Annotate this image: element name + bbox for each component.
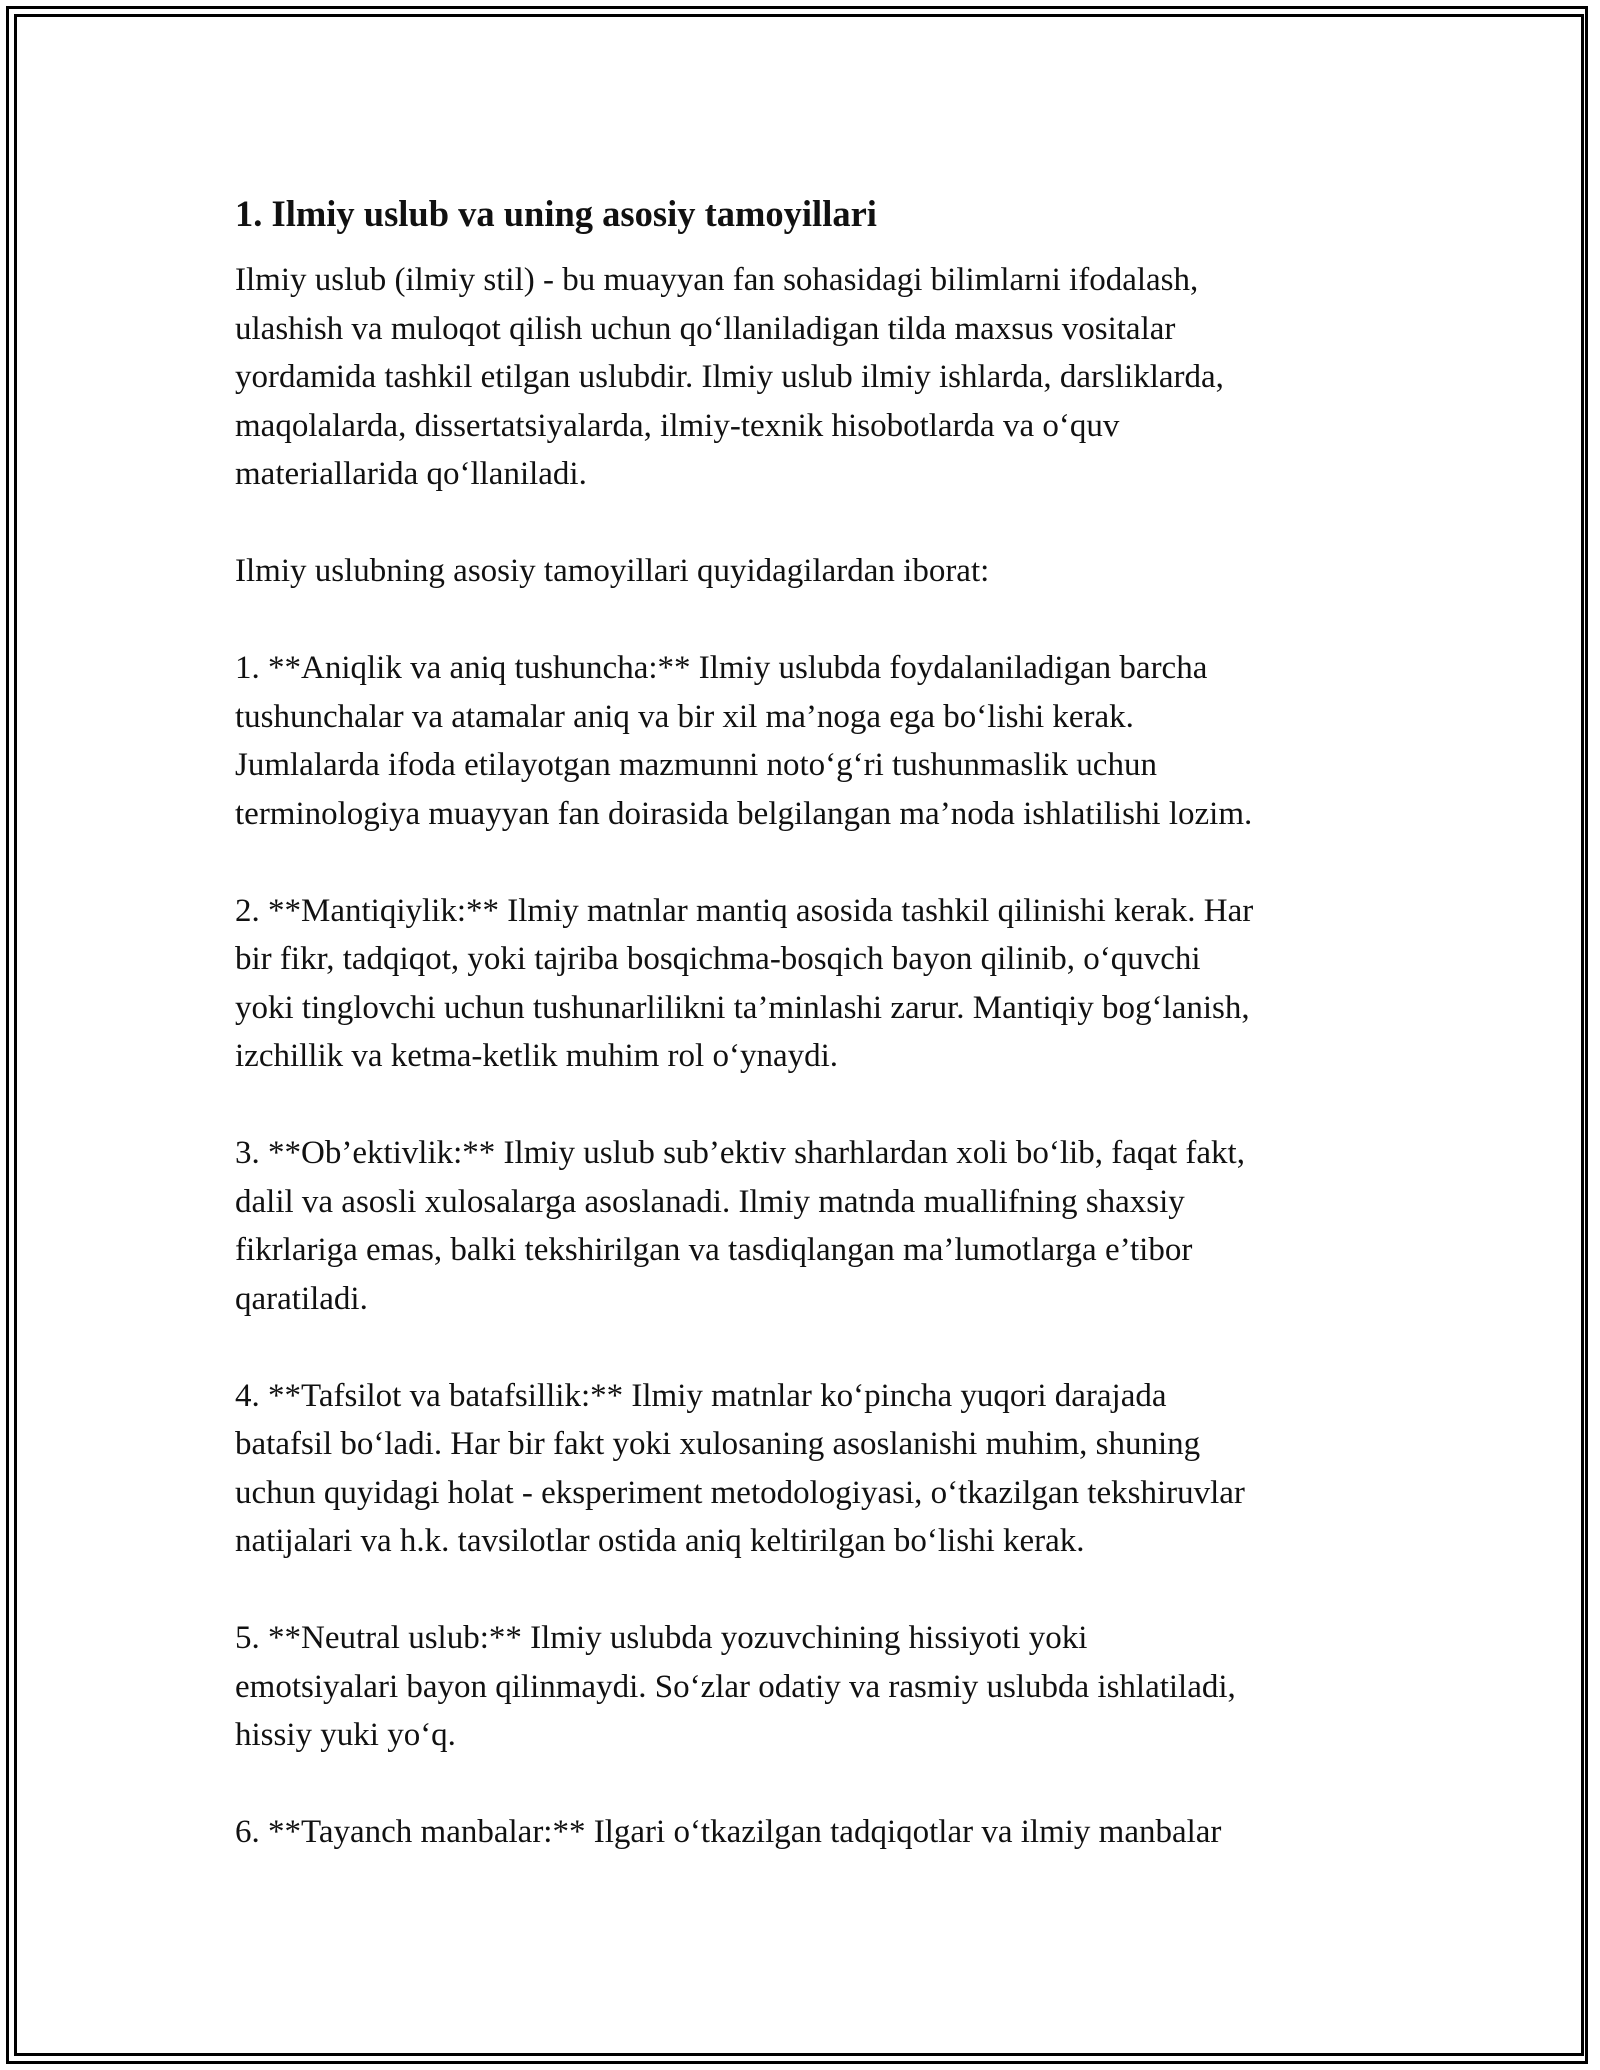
document-body [235,188,1375,1857]
principle-1-paragraph: 1. **Aniqlik va aniq tushuncha:** Ilmiy uslubda foydalaniladigan barcha tushunchalar va atamalar aniq va bir xil ma’noga ega bo‘lishi kerak. Jumlalarda ifoda etilayotgan mazmunni noto‘g‘ri tushunmaslik uchun terminologiya muayyan fan doirasida belgilangan ma’noda ishlatilishi lozim. [235,650,1253,832]
principle-4-paragraph: 4. **Tafsilot va batafsillik:** Ilmiy matnlar ko‘pincha yuqori darajada batafsil bo‘ladi. Har bir fakt yoki xulosaning asoslanishi muhim, shuning uchun quyidagi holat - eksperiment metodologiyasi, o‘tkazilgan tekshiruvlar natijalari va h.k. tavsilotlar ostida aniq keltirilgan bo‘lishi kerak. [235,1377,1245,1559]
intro-paragraph: Ilmiy uslub (ilmiy stil) - bu muayyan fan sohasidagi bilimlarni ifodalash, ulashish va muloqot qilish uchun qo‘llaniladigan tilda maxsus vositalar yordamida tashkil etilgan uslubdir. Ilmiy uslub ilmiy ishlarda, darsliklarda, maqolalarda, dissertatsiyalarda, ilmiy-texnik hisobotlarda va o‘quv materiallarida qo‘llaniladi. [235,262,1224,492]
page-title: 1. Ilmiy uslub va uning asosiy tamoyillari [235,193,877,234]
principle-3-paragraph: 3. **Ob’ektivlik:** Ilmiy uslub sub’ektiv sharhlardan xoli bo‘lib, faqat fakt, dalil va asosli xulosalarga asoslanadi. Ilmiy matnda muallifning shaxsiy fikrlariga emas, balki tekshirilgan va tasdiqlangan ma’lumotlarga e’tibor qaratiladi. [235,1135,1245,1317]
principles-intro-paragraph: Ilmiy uslubning asosiy tamoyillari quyidagilardan iborat: [235,553,990,589]
principle-6-paragraph: 6. **Tayanch manbalar:** Ilgari o‘tkazilgan tadqiqotlar va ilmiy manbalar [235,1814,1222,1850]
principle-2-paragraph: 2. **Mantiqiylik:** Ilmiy matnlar mantiq asosida tashkil qilinishi kerak. Har bir fikr, tadqiqot, yoki tajriba bosqichma-bosqich bayon qilinib, o‘quvchi yoki tinglovchi uchun tushunarlilikni ta’minlashi zarur. Mantiqiy bog‘lanish, izchillik va ketma-ketlik muhim rol o‘ynaydi. [235,892,1254,1074]
principle-5-paragraph: 5. **Neutral uslub:** Ilmiy uslubda yozuvchining hissiyoti yoki emotsiyalari bayon qilinmaydi. So‘zlar odatiy va rasmiy uslubda ishlatiladi, hissiy yuki yo‘q. [235,1620,1236,1753]
